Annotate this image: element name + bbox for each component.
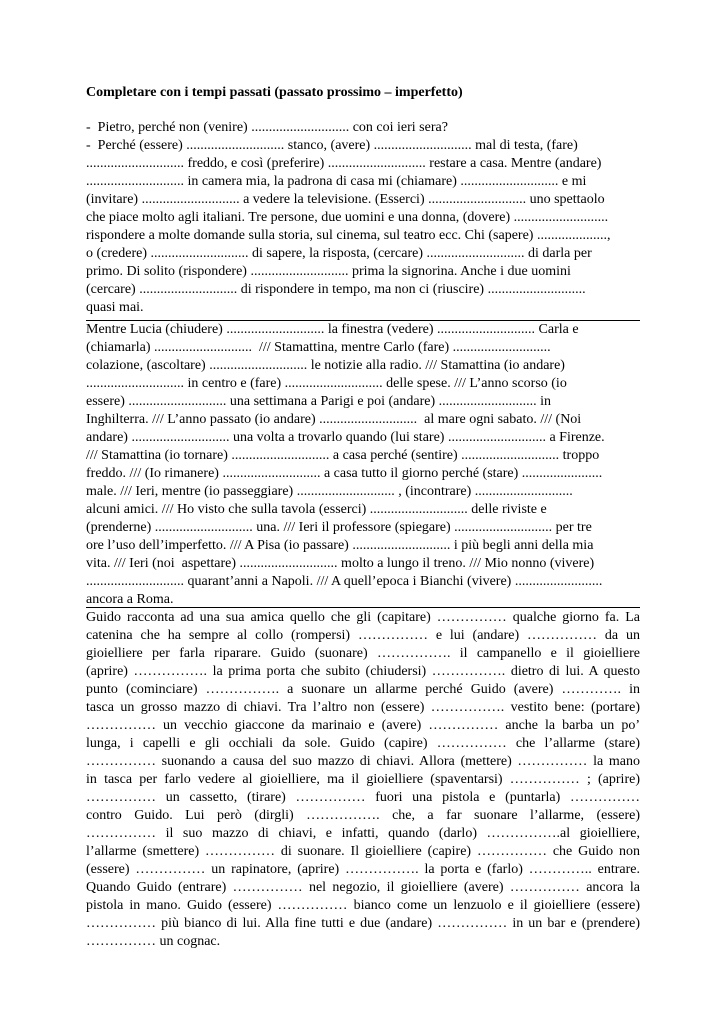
text-line: gioielliere per farla riparare. Guido (suonare) ……………. il campanello e il gioielliere	[86, 646, 640, 661]
text-line: lunga, i capelli e gli occhiali da sole. Guido (capire) …………… che l’allarme (stare)	[86, 736, 640, 751]
text-line: …………… un cognac.	[86, 934, 221, 949]
text-line: contro Guido. Lui però (dirgli) ……………. che, a far suonare l’allarme, (essere)	[86, 808, 640, 823]
text-line: punto (cominciare) ……………. a suonare un allarme perché Guido (avere) …………. in	[86, 682, 640, 697]
text-line: …………… suonando a causa del suo mazzo di chiavi. Allora (mettere) …………… la mano	[86, 754, 640, 769]
text-line: ............................ freddo, e così (preferire) ............................ restare a casa. Mentre (andare)	[86, 156, 602, 171]
text-line: andare) ............................ una volta a trovarlo quando (lui stare) ............................ a Firenze.	[86, 430, 605, 445]
text-line: (essere) …………… un rapinatore, (aprire) ……………. la porta e (farlo) ………….. entrare.	[86, 862, 640, 877]
section-dialogue	[86, 119, 610, 317]
text-line: Quando Guido (entrare) …………… nel negozio, il gioielliere (avere) …………… ancora la	[86, 880, 640, 895]
text-line: freddo. /// (Io rimanere) ............................ a casa tutto il giorno perché (stare) .......................	[86, 466, 603, 481]
text-line: vita. /// Ieri (noi aspettare) ............................ molto a lungo il treno. /// Mio nonno (vivere)	[86, 556, 595, 571]
text-line: rispondere a molte domande sulla storia, sul cinema, sul teatro ecc. Chi (sapere) ....................,	[86, 228, 611, 243]
text-line: (prenderne) ............................ una. /// Ieri il professore (spiegare) ............................ per tre	[86, 520, 592, 535]
text-line: o (credere) ............................ di sapere, la risposta, (cercare) ............................ di darla per	[86, 246, 592, 261]
text-line: …………… un cassetto, (tirare) …………… fuori una pistola e (puntarla) ……………	[86, 790, 640, 805]
exercise-title: Completare con i tempi passati (passato prossimo – imperfetto)	[86, 85, 463, 100]
text-line: (invitare) ............................ a vedere la televisione. (Esserci) ............................ uno spettaolo	[86, 192, 605, 207]
text-line: primo. Di solito (rispondere) ............................ prima la signorina. Anche i due uomini	[86, 264, 571, 279]
text-line: male. /// Ieri, mentre (io passeggiare) ............................ , (incontrare) ............................	[86, 484, 573, 499]
text-line: - Perché (essere) ............................ stanco, (avere) ............................ mal di testa, (fare)	[86, 138, 578, 153]
text-line: ............................ in centro e (fare) ............................ delle spese. /// L’anno scorso (io	[86, 376, 567, 391]
text-line: …………… un vecchio giaccone da marinaio e (avere) …………… anche la barba un po’	[86, 718, 640, 733]
section-story	[86, 609, 640, 951]
text-line: Guido racconta ad una sua amica quello che gli (capitare) …………… qualche giorno fa. La	[86, 610, 640, 625]
text-line: ............................ in camera mia, la padrona di casa mi (chiamare) ............................ e mi	[86, 174, 587, 189]
section-sentences	[86, 321, 605, 609]
text-line: …………… il suo mazzo di chiavi, e infatti, quando (darlo) …………….al gioielliere,	[86, 826, 640, 841]
text-line: Inghilterra. /// L’anno passato (io andare) ............................ al mare ogni sabato. /// (Noi	[86, 412, 582, 427]
text-line: ore l’uso dell’imperfetto. /// A Pisa (io passare) ............................ i più begli anni della mia	[86, 538, 594, 553]
text-line: che piace molto agli italiani. Tre persone, due uomini e una donna, (dovere) ...........................	[86, 210, 609, 225]
text-line: - Pietro, perché non (venire) ............................ con coi ieri sera?	[86, 120, 448, 135]
text-line: pistola in mano. Guido (essere) …………… bianco come un lenzuolo e il gioielliere (essere)	[86, 898, 640, 913]
text-line: Mentre Lucia (chiudere) ............................ la finestra (vedere) ............................ Carla e	[86, 322, 579, 337]
text-line: colazione, (ascoltare) ............................ le notizie alla radio. /// Stamattina (io andare)	[86, 358, 565, 373]
text-line: (cercare) ............................ di rispondere in tempo, ma non ci (riuscire) ............................	[86, 282, 586, 297]
text-line: /// Stamattina (io tornare) ............................ a casa perché (sentire) ............................ troppo	[86, 448, 600, 463]
text-line: catenina che ha sempre al collo (rompersi) …………… e lui (andare) …………… da un	[86, 628, 640, 643]
text-line: …………… più bianco di lui. Alla fine tutti e due (andare) …………… in un bar e (prendere)	[86, 916, 640, 931]
text-line: (chiamarla) ............................ /// Stamattina, mentre Carlo (fare) ............................	[86, 340, 551, 355]
text-line: ancora a Roma.	[86, 592, 174, 607]
text-line: essere) ............................ una settimana a Parigi e poi (andare) ............................ in	[86, 394, 552, 409]
section-divider	[86, 607, 640, 608]
text-line: l’allarme (smettere) …………… di suonare. Il gioielliere (capire) …………… che Guido non	[86, 844, 640, 859]
text-line: tasca un grosso mazzo di chiavi. Tra l’altro non (essere) ……………. vestito bene: (portare)	[86, 700, 640, 715]
text-line: (aprire) ……………. la prima porta che subito (chiudersi) ……………. dietro di lui. A questo	[86, 664, 640, 679]
text-line: ............................ quarant’anni a Napoli. /// A quell’epoca i Bianchi (vivere) .........................	[86, 574, 603, 589]
text-line: alcuni amici. /// Ho visto che sulla tavola (esserci) ............................ delle riviste e	[86, 502, 547, 517]
text-line: in tasca per farlo vedere al gioielliere, ma il gioielliere (spaventarsi) …………… ; (aprire)	[86, 772, 640, 787]
text-line: quasi mai.	[86, 300, 144, 315]
